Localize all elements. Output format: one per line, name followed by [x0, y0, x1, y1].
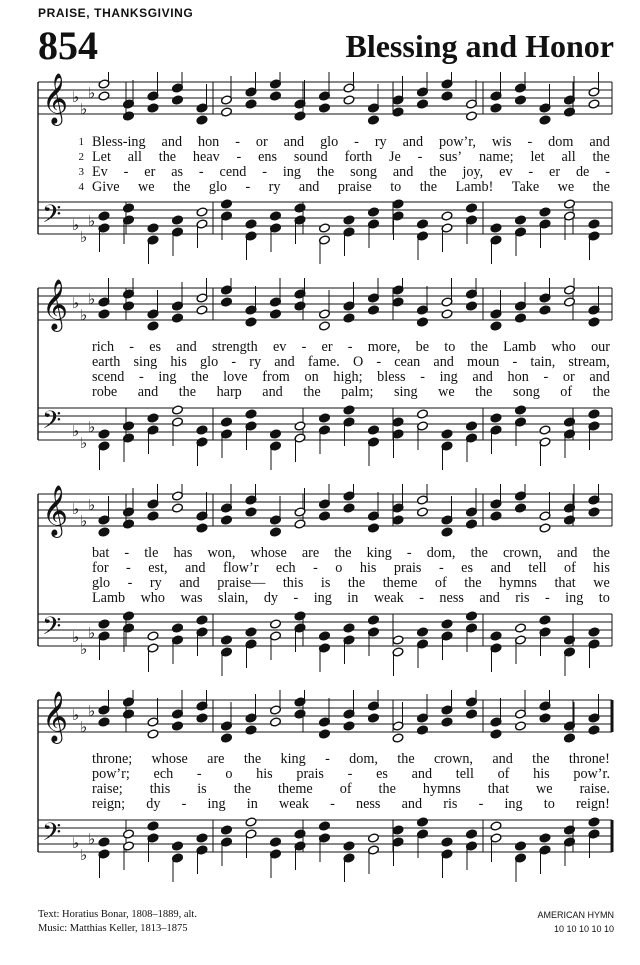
svg-text:𝄞: 𝄞 — [42, 279, 69, 330]
lyric-line — [70, 355, 610, 370]
lyric-text: Ev - er as - cend - ing the song and the joy, ev - er de - — [92, 164, 610, 180]
svg-text:♭: ♭ — [88, 418, 96, 436]
topic-heading: PRAISE, THANKSGIVING — [38, 6, 194, 20]
svg-text:𝄢: 𝄢 — [42, 612, 62, 647]
lyric-text: rich - es and strength ev - er - more, be to the Lamb who our — [92, 339, 610, 355]
lyric-text: Bless-ing and hon - or and glo - ry and pow’r, wis - dom and — [92, 134, 610, 150]
music-system-1 — [0, 72, 640, 287]
svg-text:𝄞: 𝄞 — [42, 485, 69, 536]
verse-number: 1 — [78, 136, 84, 148]
svg-text:♭: ♭ — [80, 512, 88, 530]
svg-text:𝄢: 𝄢 — [42, 406, 62, 441]
svg-text:♭: ♭ — [80, 846, 88, 864]
svg-text:♭: ♭ — [72, 88, 80, 106]
lyrics-block-1 — [70, 135, 610, 195]
svg-text:♭: ♭ — [72, 500, 80, 518]
lyric-line — [70, 370, 610, 385]
svg-text:♭: ♭ — [80, 100, 88, 118]
svg-text:♭: ♭ — [88, 830, 96, 848]
meter: 10 10 10 10 10 — [553, 924, 614, 934]
lyric-text: bat - tle has won, whose are the king - dom, the crown, and the — [92, 545, 610, 561]
lyric-line — [70, 385, 610, 400]
text-credit: Text: Horatius Bonar, 1808–1889, alt. — [38, 909, 197, 920]
svg-text:♭: ♭ — [88, 212, 96, 230]
svg-text:♭: ♭ — [80, 640, 88, 658]
svg-text:♭: ♭ — [72, 422, 80, 440]
lyric-line — [70, 767, 610, 782]
lyric-text: robe and the harp and the palm; sing we the song of the — [92, 384, 610, 400]
music-system-2 — [0, 278, 640, 493]
svg-text:♭: ♭ — [72, 628, 80, 646]
tune-name: AMERICAN HYMN — [537, 910, 614, 920]
lyrics-block-4 — [70, 752, 610, 812]
lyric-line — [70, 180, 610, 195]
svg-text:♭: ♭ — [72, 294, 80, 312]
lyric-line — [70, 340, 610, 355]
hymn-number: 854 — [38, 23, 98, 68]
svg-text:♭: ♭ — [72, 216, 80, 234]
tune-info — [537, 908, 614, 936]
svg-text:♭: ♭ — [72, 834, 80, 852]
lyrics-block-3 — [70, 546, 610, 606]
lyric-text: reign; dy - ing in weak - ness and ris - ing to reign! — [92, 796, 610, 812]
svg-text:♭: ♭ — [80, 306, 88, 324]
lyric-line — [70, 561, 610, 576]
svg-text:♭: ♭ — [88, 84, 96, 102]
lyric-text: Lamb who was slain, dy - ing in weak - ness and ris - ing to — [92, 590, 610, 606]
svg-text:♭: ♭ — [88, 624, 96, 642]
verse-number: 2 — [78, 151, 84, 163]
lyric-line — [70, 797, 610, 812]
hymn-title: Blessing and Honor — [345, 28, 614, 64]
lyric-line — [70, 752, 610, 767]
lyric-line — [70, 135, 610, 150]
verse-number: 3 — [78, 166, 84, 178]
svg-text:𝄞: 𝄞 — [42, 73, 69, 124]
svg-text:♭: ♭ — [80, 718, 88, 736]
lyric-text: earth sing his glo - ry and fame. O - cean and moun - tain, stream, — [92, 354, 610, 370]
svg-text:𝄢: 𝄢 — [42, 200, 62, 235]
svg-text:♭: ♭ — [80, 228, 88, 246]
music-credit: Music: Matthias Keller, 1813–1875 — [38, 923, 188, 934]
lyric-line — [70, 591, 610, 606]
svg-text:♭: ♭ — [88, 290, 96, 308]
lyric-text: raise; this is the theme of the hymns that we raise. — [92, 781, 610, 797]
lyrics-block-2 — [70, 340, 610, 400]
lyric-text: for - est, and flow’r ech - o his prais - es and tell of his — [92, 560, 610, 576]
svg-text:♭: ♭ — [72, 706, 80, 724]
verse-number: 4 — [78, 181, 84, 193]
svg-text:♭: ♭ — [88, 496, 96, 514]
lyric-line — [70, 576, 610, 591]
credits — [38, 908, 197, 936]
lyric-text: pow’r; ech - o his prais - es and tell of his pow’r. — [92, 766, 610, 782]
lyric-text: scend - ing the love from on high; bless - ing and hon - or and — [92, 369, 610, 385]
lyric-text: Let all the heav - ens sound forth Je - sus’ name; let all the — [92, 149, 610, 165]
music-system-4 — [0, 690, 640, 905]
lyric-line — [70, 165, 610, 180]
svg-text:𝄞: 𝄞 — [42, 691, 69, 742]
lyric-text: glo - ry and praise— this is the theme of the hymns that we — [92, 575, 610, 591]
lyric-text: throne; whose are the king - dom, the crown, and the throne! — [92, 751, 610, 767]
lyric-line — [70, 782, 610, 797]
svg-text:♭: ♭ — [80, 434, 88, 452]
lyric-line — [70, 546, 610, 561]
svg-text:𝄢: 𝄢 — [42, 818, 62, 853]
music-system-3 — [0, 484, 640, 699]
lyric-text: Give we the glo - ry and praise to the Lamb! Take we the — [92, 179, 610, 195]
lyric-line — [70, 150, 610, 165]
svg-text:♭: ♭ — [88, 702, 96, 720]
